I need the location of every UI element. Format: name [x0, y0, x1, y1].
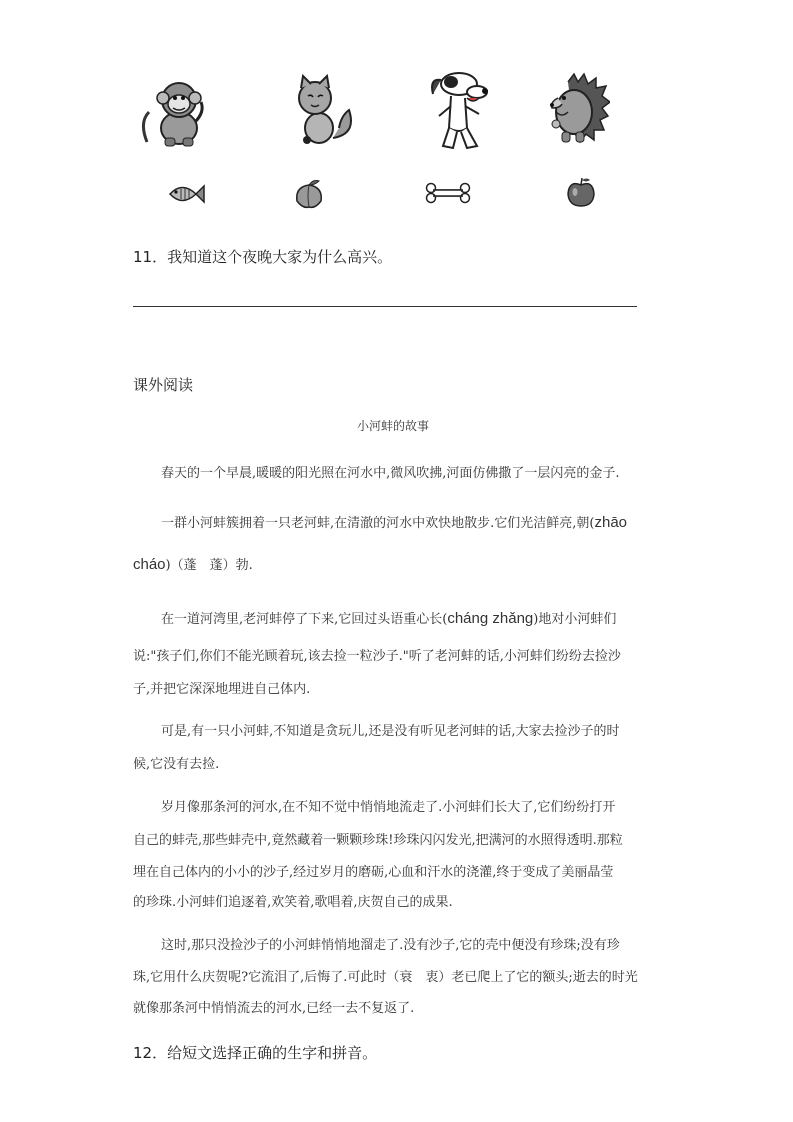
story-paragraph-5-line-2: 自己的蚌壳,那些蚌壳中,竟然藏着一颗颗珍珠!珍珠闪闪发光,把满河的水照得透明.那粒 — [133, 833, 623, 848]
story-title: 小河蚌的故事 — [357, 419, 430, 433]
story-text: 在一道河湾里,老河蚌停了下来,它回过头语重心长( — [161, 612, 448, 627]
story-paragraph-3-line-1 — [161, 608, 616, 627]
question-12: 12．给短文选择正确的生字和拼音。 — [133, 1044, 378, 1062]
story-paragraph-1: 春天的一个早晨,暖暖的阳光照在河水中,微风吹拂,河面仿佛撒了一层闪亮的金子. — [161, 466, 620, 481]
story-paragraph-6-line-2: 珠,它用什么庆贺呢?它流泪了,后悔了.可此时（衰 衷）老已爬上了它的额头;逝去的时光 — [133, 970, 638, 985]
animal-monkey — [137, 72, 217, 152]
food-apple — [565, 176, 597, 208]
section-title: 课外阅读 — [133, 376, 194, 394]
story-text: 一群小河蚌簇拥着一只老河蚌,在清澈的河水中欢快地散步.它们光洁鲜亮,朝( — [161, 516, 595, 531]
story-text: )地对小河蚌们 — [533, 612, 617, 627]
story-paragraph-5-line-3: 埋在自己体内的小小的沙子,经过岁月的磨砺,心血和汗水的浇灌,终于变成了美丽晶莹 — [133, 865, 614, 880]
animal-cat — [283, 72, 363, 152]
story-paragraph-6-line-3: 就像那条河中悄悄流去的河水,已经一去不复返了. — [133, 1001, 415, 1016]
pinyin: zhāo — [594, 514, 628, 531]
story-paragraph-3-line-2: 说:"孩子们,你们不能光顾着玩,该去捡一粒沙子."听了老河蚌的话,小河蚌们纷纷去捡沙 — [133, 649, 621, 664]
food-peach — [293, 179, 325, 209]
story-paragraph-6-line-1: 这时,那只没捡沙子的小河蚌悄悄地溜走了.没有沙子,它的壳中便没有珍珠;没有珍 — [161, 938, 620, 953]
answer-line[interactable] — [133, 306, 637, 307]
story-paragraph-2-line-1 — [161, 512, 627, 531]
story-paragraph-5-line-4: 的珍珠.小河蚌们追逐着,欢笑着,歌唱着,庆贺自己的成果. — [133, 895, 453, 910]
question-11: 11．我知道这个夜晚大家为什么高兴。 — [133, 248, 393, 266]
story-paragraph-4-line-2: 候,它没有去捡. — [133, 757, 220, 772]
story-paragraph-4-line-1: 可是,有一只小河蚌,不知道是贪玩儿,还是没有听见老河蚌的话,大家去捡沙子的时 — [161, 724, 620, 739]
animal-dog — [423, 70, 503, 154]
animal-hedgehog — [548, 72, 610, 152]
story-paragraph-3-line-3: 子,并把它深深地埋进自己体内. — [133, 682, 311, 697]
story-paragraph-5-line-1: 岁月像那条河的河水,在不知不觉中悄悄地流走了.小河蚌们长大了,它们纷纷打开 — [161, 800, 616, 815]
story-text: )（蓬 蓬）勃. — [165, 558, 253, 573]
food-bone — [425, 182, 471, 204]
food-fish — [166, 181, 206, 207]
pinyin: cháng zhǎng — [447, 610, 534, 627]
story-paragraph-2-line-2 — [133, 554, 253, 573]
pinyin: cháo — [133, 556, 166, 573]
